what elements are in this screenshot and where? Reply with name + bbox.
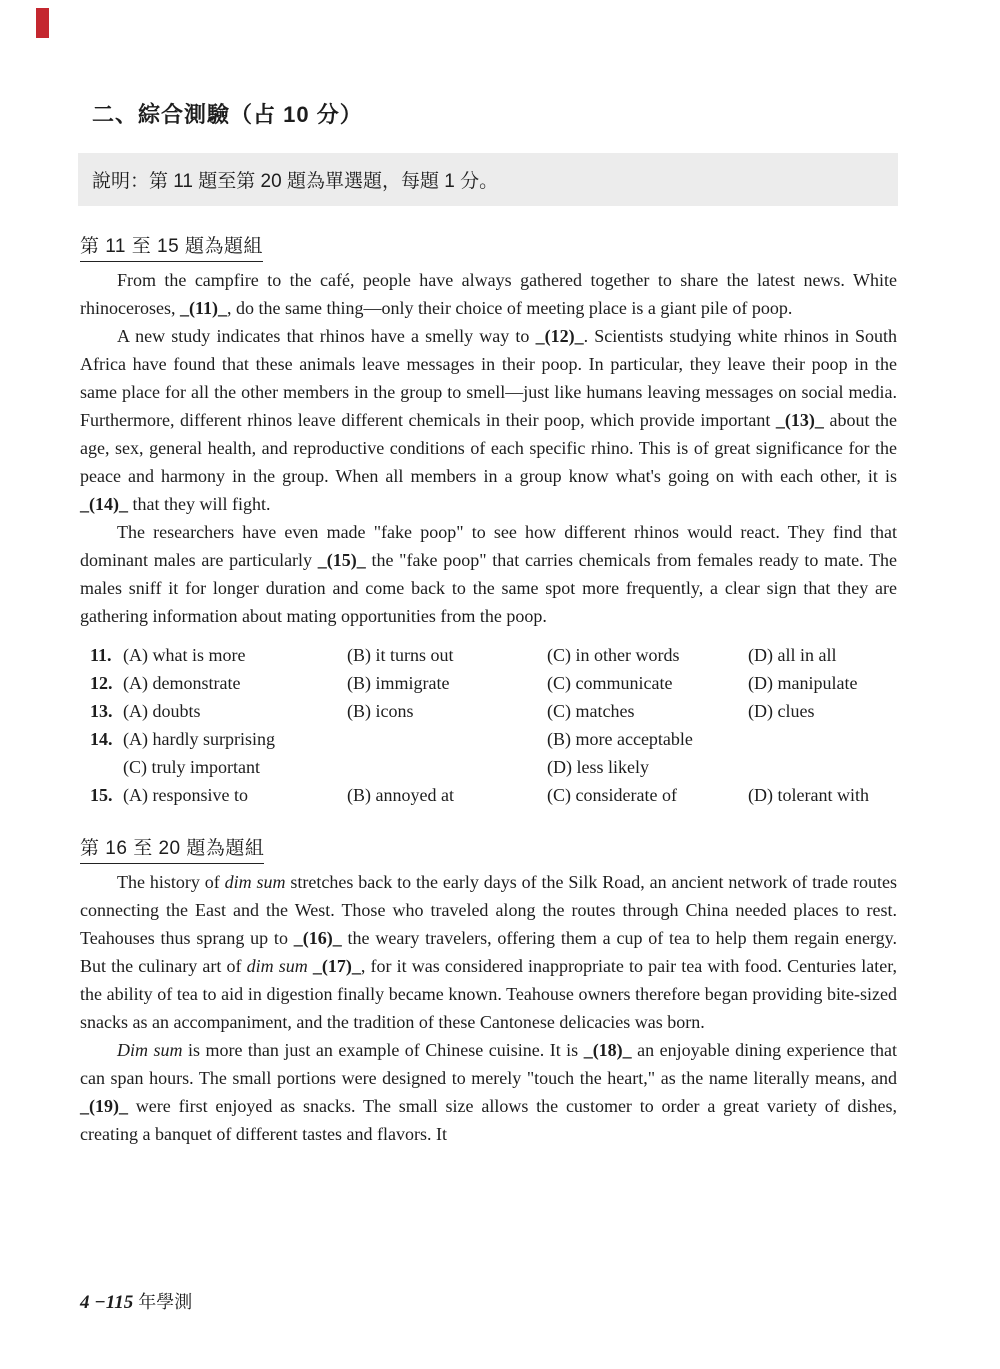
option-row bbox=[90, 725, 897, 753]
option-cell: (B) annoyed at bbox=[347, 785, 454, 805]
option-cell: (C) matches bbox=[547, 701, 635, 721]
option-cell: (B) immigrate bbox=[347, 673, 450, 693]
passage-paragraph: The researchers have even made "fake poop" to see how different rhinos would react. They find that dominant males are particularly _(15)_ the "fake poop" that carries chemicals from females ready to mate. The males sniff it for longer duration and come back to the same spot more frequently, a clear sign that they are gathering information about mating opportunities from the poop. bbox=[80, 522, 897, 626]
option-cell: (A) responsive to bbox=[123, 785, 248, 805]
passage-paragraph: From the campfire to the café, people have always gathered together to share the latest news. White rhinoceroses, _(11)_, do the same thing—only their choice of meeting place is a giant pile of poop. bbox=[80, 270, 897, 318]
page-footer bbox=[80, 1288, 192, 1314]
option-row bbox=[90, 753, 897, 781]
section-title: 二、綜合測驗（占 10 分） bbox=[92, 102, 363, 127]
instruction-text: 說明：第 11 題至第 20 題為單選題，每題 1 分。 bbox=[92, 171, 499, 192]
group1-passage bbox=[80, 266, 897, 630]
footer-suffix: 年學測 bbox=[133, 1292, 193, 1312]
option-row bbox=[90, 697, 897, 725]
group2-passage bbox=[80, 868, 897, 1148]
question-number: 13. bbox=[90, 701, 113, 721]
passage-paragraph: Dim sum is more than just an example of Chinese cuisine. It is _(18)_ an enjoyable dining experience that can span hours. The small portions were designed to merely "touch the heart," as the name literally means, and _(19)_ were first enjoyed as snacks. The small size allows the customer to order a great variety of dishes, creating a banquet of different tastes and flavors. It bbox=[80, 1040, 897, 1144]
question-number: 11. bbox=[90, 645, 112, 665]
option-cell: (B) more acceptable bbox=[547, 729, 693, 749]
instruction-box bbox=[78, 153, 898, 206]
option-cell: (C) truly important bbox=[123, 757, 260, 777]
option-cell: (A) what is more bbox=[123, 645, 246, 665]
option-cell: (D) tolerant with bbox=[748, 785, 869, 805]
option-cell: (A) hardly surprising bbox=[123, 729, 275, 749]
question-number bbox=[90, 753, 123, 781]
question-number: 15. bbox=[90, 785, 113, 805]
option-row bbox=[90, 781, 897, 809]
option-cell: (A) doubts bbox=[123, 701, 201, 721]
page-number: 4 −115 bbox=[80, 1292, 134, 1313]
red-tab-marker bbox=[36, 8, 49, 38]
option-cell: (C) in other words bbox=[547, 645, 680, 665]
group2-heading bbox=[80, 833, 897, 864]
passage-paragraph: The history of dim sum stretches back to the early days of the Silk Road, an ancient network of trade routes connecting the East and the West. Those who traveled along the routes through China needed places to rest. Teahouses thus sprang up to _(16)_ the weary travelers, offering them a cup of tea to help them regain energy. But the culinary art of dim sum _(17)_, for it was considered inappropriate to pair tea with food. Centuries later, the ability of tea to aid in digestion finally became known. Teahouse owners therefore began providing bite-sized snacks as an accompaniment, and the tradition of these Cantonese delicacies was born. bbox=[80, 872, 898, 1032]
option-cell: (D) manipulate bbox=[748, 673, 858, 693]
option-cell: (D) all in all bbox=[748, 645, 837, 665]
group1-heading-text: 第 11 至 15 題為題組 bbox=[80, 231, 263, 262]
option-row bbox=[90, 641, 897, 669]
option-cell: (C) considerate of bbox=[547, 785, 677, 805]
option-cell: (A) demonstrate bbox=[123, 673, 241, 693]
question-options bbox=[80, 641, 897, 809]
group1-heading bbox=[80, 231, 897, 262]
option-row bbox=[90, 669, 897, 697]
group2-heading-text: 第 16 至 20 題為題組 bbox=[80, 833, 264, 864]
passage-paragraph: A new study indicates that rhinos have a smelly way to _(12)_. Scientists studying white rhinos in South Africa have found that these animals leave messages in their poop. In particular, they leave their poop in the same place for all the other members in the group to smell—just like humans leaving messages on social media. Furthermore, different rhinos leave different chemicals in their poop, which provide important _(13)_ about the age, sex, general health, and reproductive conditions of each specific rhino. This is of great significance for the peace and harmony in the group. When all members in a group know what's going on with each other, it is _(14)_ that they will fight. bbox=[80, 326, 898, 514]
option-cell: (B) it turns out bbox=[347, 645, 454, 665]
option-cell: (D) less likely bbox=[547, 757, 649, 777]
option-cell: (B) icons bbox=[347, 701, 414, 721]
page-content bbox=[80, 98, 897, 1148]
question-number: 14. bbox=[90, 729, 113, 749]
option-cell: (D) clues bbox=[748, 701, 815, 721]
option-cell: (C) communicate bbox=[547, 673, 673, 693]
question-number: 12. bbox=[90, 673, 113, 693]
